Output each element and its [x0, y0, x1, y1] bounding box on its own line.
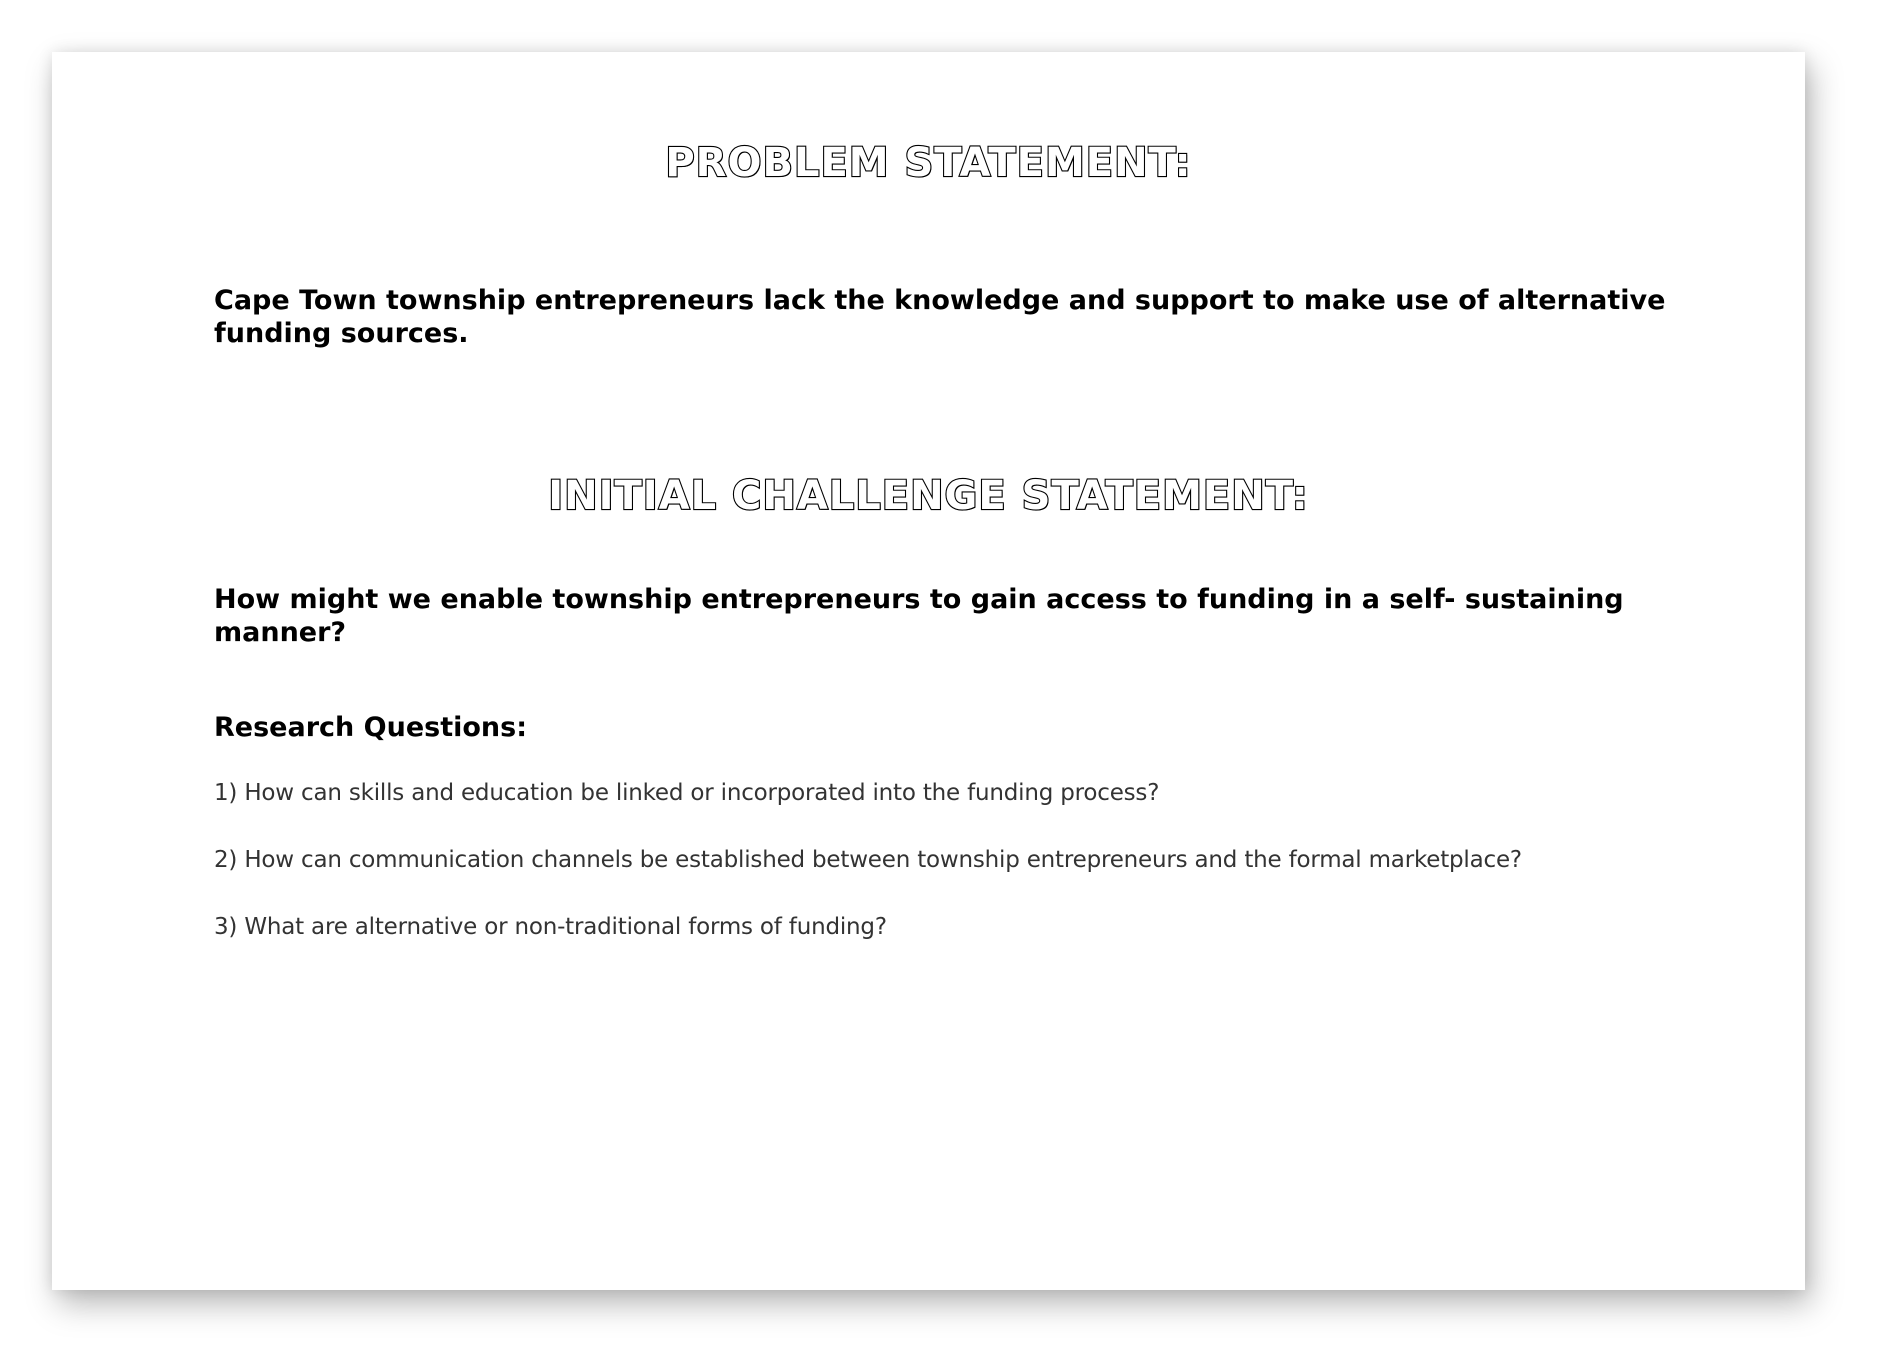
- research-question-2: 2) How can communication channels be established between township entrepreneurs and the formal marketplace?: [214, 847, 1522, 873]
- challenge-statement-text: How might we enable township entrepreneurs to gain access to funding in a self- sustaining manner?: [214, 584, 1624, 648]
- research-questions-title: Research Questions:: [214, 712, 528, 743]
- research-question-1: 1) How can skills and education be linked or incorporated into the funding process?: [214, 780, 1160, 806]
- research-question-3: 3) What are alternative or non-traditional forms of funding?: [214, 914, 887, 940]
- document-page: [52, 52, 1805, 1290]
- problem-statement-text: Cape Town township entrepreneurs lack the knowledge and support to make use of alternative funding sources.: [214, 285, 1666, 349]
- problem-statement-heading: PROBLEM STATEMENT:: [665, 140, 1192, 186]
- challenge-statement-heading: INITIAL CHALLENGE STATEMENT:: [548, 473, 1309, 519]
